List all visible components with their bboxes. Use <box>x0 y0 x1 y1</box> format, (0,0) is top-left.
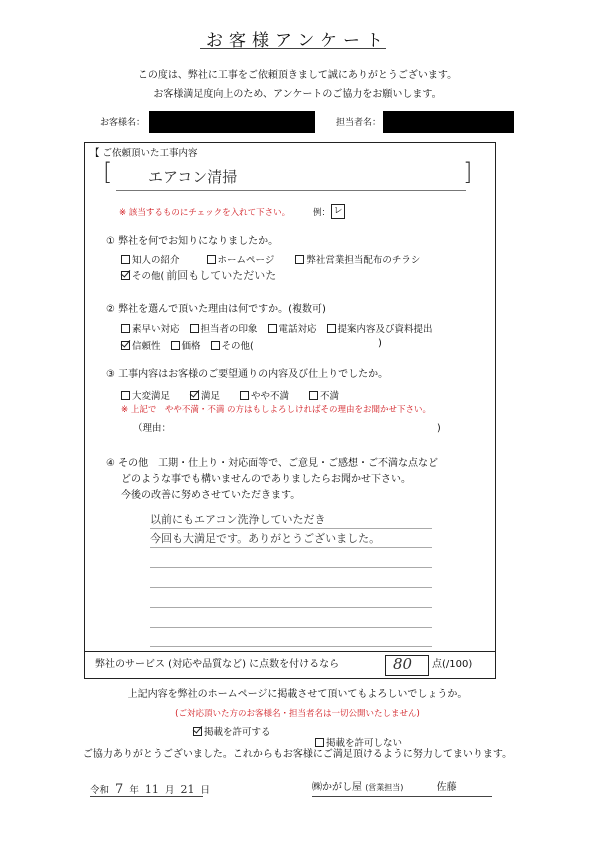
q3-note: ※ 上記で やや不満・不満 の方はもしよろしければその理由をお聞かせ下さい。 <box>121 405 432 415</box>
intro-line-2: お客様満足度向上のため、アンケートのご協力をお願いします。 <box>153 89 442 100</box>
q4-line-2: どのような事でも構いませんのでありましたらお聞かせ下さい。 <box>121 474 411 485</box>
company-signature <box>312 783 457 793</box>
work-heading: 【 ご依頼頂いた工事内容 <box>90 148 198 159</box>
q3-question: ③ 工事内容はお客様のご要望通りの内容及び仕上りでしたか。 <box>106 369 389 380</box>
checkbox-icon[interactable] <box>121 255 130 264</box>
q4-line-3: 今後の改善に努めさせていただきます。 <box>121 490 301 501</box>
publish-allow-option[interactable]: 掲載を許可する <box>193 724 271 738</box>
q2-question: ② 弊社を選んで頂いた理由は何ですか。(複数可) <box>106 304 326 315</box>
example-label: 例： <box>313 208 331 218</box>
checkbox-icon[interactable] <box>190 324 199 333</box>
company-role: (営業担当) <box>365 783 404 792</box>
publish-note: (ご対応頂いた方のお客様名・担当者名は一切公開いたしません) <box>175 709 420 719</box>
check-instruction: ※ 該当するものにチェックを入れて下さい。 <box>119 208 291 218</box>
staff-name-redaction <box>383 111 514 133</box>
q1-option-homepage[interactable]: ホームページ <box>207 252 275 266</box>
checkbox-icon[interactable] <box>121 391 130 400</box>
checkbox-icon[interactable] <box>121 324 130 333</box>
date-month-unit: 月 <box>164 785 175 796</box>
q1-question: ① 弊社を何でお知りになりましたか。 <box>106 236 279 247</box>
q3-option-somewhat-dissatisfied[interactable]: やや不満 <box>240 388 289 402</box>
comment-line <box>150 547 432 548</box>
rep-name: 佐藤 <box>436 782 457 793</box>
comment-line <box>150 627 432 628</box>
q1-option-other[interactable]: その他( <box>121 268 164 282</box>
signature-underline <box>312 796 492 797</box>
q1-option-flyer[interactable]: 弊社営業担当配布のチラシ <box>295 252 420 266</box>
q3-option-very-satisfied[interactable]: 大変満足 <box>121 388 170 402</box>
checkbox-icon[interactable] <box>327 324 336 333</box>
score-value: 80 <box>393 655 413 673</box>
comment-line <box>150 528 432 529</box>
comment-line <box>150 567 432 568</box>
title-underline <box>200 48 386 49</box>
date-year-unit: 年 <box>129 785 139 796</box>
publish-deny-option[interactable]: 掲載を許可しない <box>315 735 402 749</box>
date-day: 21 <box>180 783 195 796</box>
closing-message: ご協力ありがとうございました。これからもお客様にご満足頂けるように努力してまいります。 <box>82 749 513 760</box>
q3-option-satisfied[interactable]: 満足 <box>190 388 220 402</box>
checkbox-icon[interactable] <box>315 738 324 747</box>
checked-checkbox-icon[interactable] <box>121 271 130 280</box>
example-checkbox <box>331 204 345 219</box>
work-content: エアコン清掃 <box>148 168 238 186</box>
q2-option-proposal[interactable]: 提案内容及び資料提出 <box>327 321 433 335</box>
q3-reason-label: （理由： <box>133 423 172 434</box>
date-year: 7 <box>115 782 124 797</box>
comment-line <box>150 607 432 608</box>
q2-options-row-1 <box>121 321 447 335</box>
q2-other-close-paren: ) <box>378 338 382 349</box>
q1-other-handwritten: 前回もしていただいた <box>166 268 277 282</box>
score-suffix: 点(/100) <box>432 659 473 670</box>
q3-reason-close: ) <box>437 423 441 434</box>
checkbox-icon[interactable] <box>240 391 249 400</box>
publish-question: 上記内容を弊社のホームページに掲載させて頂いてもよろしいでしょうか。 <box>127 689 468 700</box>
comment-line <box>150 646 432 647</box>
date <box>90 783 210 796</box>
q1-option-referral[interactable]: 知人の紹介 <box>121 252 180 266</box>
checkbox-icon[interactable] <box>295 255 304 264</box>
date-era: 令和 <box>90 785 110 796</box>
q1-options-row-1 <box>121 252 434 266</box>
work-underline <box>116 190 466 191</box>
q2-option-other[interactable]: その他( <box>211 338 254 352</box>
q2-option-staff-impression[interactable]: 担当者の印象 <box>190 321 258 335</box>
q3-options-row <box>121 388 353 402</box>
checkbox-icon[interactable] <box>309 391 318 400</box>
date-underline <box>90 796 203 797</box>
date-day-unit: 日 <box>200 785 211 796</box>
comment-line <box>150 587 432 588</box>
staff-name-label: 担当者名： <box>336 118 382 128</box>
q2-options-row-2 <box>121 338 268 352</box>
customer-name-redaction <box>149 111 315 133</box>
q2-option-reliability[interactable]: 信頼性 <box>121 338 161 352</box>
intro-line-1: この度は、弊社に工事をご依頼頂きまして誠にありがとうございます。 <box>137 70 458 81</box>
checkbox-icon[interactable] <box>207 255 216 264</box>
q2-option-quick-response[interactable]: 素早い対応 <box>121 321 180 335</box>
checkbox-icon[interactable] <box>211 341 220 350</box>
example-mark: レ <box>333 206 343 216</box>
q1-options-row-2 <box>121 268 276 282</box>
checked-checkbox-icon[interactable] <box>193 727 202 736</box>
work-bracket-open: [ <box>103 158 113 186</box>
checked-checkbox-icon[interactable] <box>190 391 199 400</box>
date-month: 11 <box>144 783 159 796</box>
work-bracket-close: ] <box>463 158 473 186</box>
score-label: 弊社のサービス (対応や品質など) に点数を付けるなら <box>95 659 340 670</box>
q3-option-dissatisfied[interactable]: 不満 <box>309 388 339 402</box>
q2-option-phone-response[interactable]: 電話対応 <box>268 321 317 335</box>
customer-name-label: お客様名： <box>100 118 146 128</box>
q4-answer-line-1: 以前にもエアコン洗浄していただき <box>150 513 326 526</box>
q2-option-price[interactable]: 価格 <box>171 338 201 352</box>
q4-answer-line-2: 今回も大満足です。ありがとうございました。 <box>150 532 381 545</box>
checkbox-icon[interactable] <box>268 324 277 333</box>
page-title: お客様アンケート <box>206 31 389 51</box>
checked-checkbox-icon[interactable] <box>121 341 130 350</box>
company-name: ㈱かがし屋 <box>312 782 362 793</box>
checkbox-icon[interactable] <box>171 341 180 350</box>
q4-line-1: ④ その他 工期・仕上り・対応面等で、ご意見・ご感想・ご不満な点など <box>106 458 438 469</box>
